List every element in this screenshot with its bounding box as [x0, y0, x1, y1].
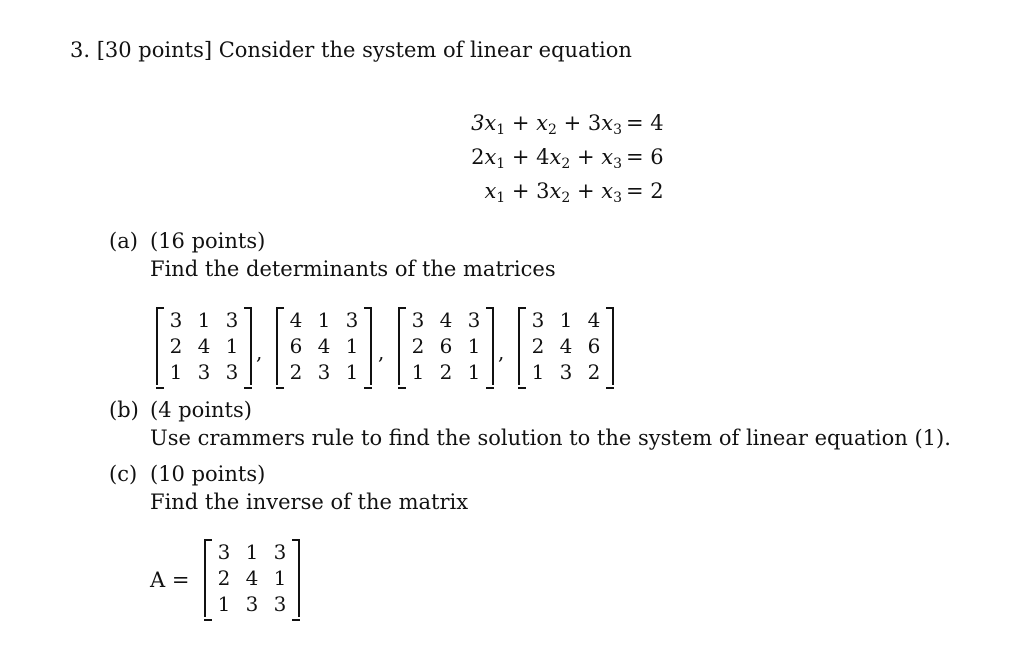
- matrix-cell: 4: [587, 308, 601, 332]
- matrix-cell: 3: [467, 308, 481, 332]
- part-c-label: (c): [109, 462, 138, 486]
- equation-row-3: [442, 179, 666, 206]
- matrix-cell: 1: [245, 540, 259, 564]
- matrix-cell: 4: [559, 334, 573, 358]
- matrix-cell: 2: [169, 334, 183, 358]
- matrix-cell: 3: [225, 360, 239, 384]
- equation-1-lhs: $3x_1 + x_2 + 3x_3$: [471, 111, 622, 138]
- part-a-label: (a): [109, 229, 138, 253]
- equation-1-rhs: = 4: [626, 111, 664, 135]
- matrix-cell: 2: [411, 334, 425, 358]
- equation-3-rhs: = 2: [626, 179, 664, 203]
- matrix-cell: 2: [217, 566, 231, 590]
- matrix-cell: 3: [217, 540, 231, 564]
- matrix-cell: 3: [273, 592, 287, 616]
- matrix-cell: 2: [587, 360, 601, 384]
- matrix-separator: ,: [256, 340, 263, 364]
- matrix-cell: 1: [411, 360, 425, 384]
- matrix-cell: 3: [345, 308, 359, 332]
- part-b-points: (4 points): [150, 398, 252, 422]
- matrix-cell: 1: [531, 360, 545, 384]
- matrix-3: [398, 307, 494, 385]
- matrix-cell: 3: [317, 360, 331, 384]
- matrix-cell: 3: [197, 360, 211, 384]
- matrix-cell: 4: [197, 334, 211, 358]
- matrix-1: [156, 307, 252, 385]
- matrix-cell: 3: [273, 540, 287, 564]
- matrix-cell: 1: [559, 308, 573, 332]
- matrix-cell: 4: [439, 308, 453, 332]
- matrix-a: [204, 539, 300, 617]
- equation-row-1: [442, 111, 666, 138]
- part-b-instruction: Use crammers rule to find the solution to the system of linear equation (1).: [150, 426, 951, 450]
- matrix-cell: 6: [439, 334, 453, 358]
- matrix-cell: 1: [467, 334, 481, 358]
- part-b-label: (b): [109, 398, 139, 422]
- equation-row-2: [442, 145, 666, 172]
- matrix-cell: 2: [531, 334, 545, 358]
- matrix-cell: 1: [317, 308, 331, 332]
- equation-3-lhs: $x_1 + 3x_2 + x_3$: [484, 179, 622, 206]
- matrix-cell: 1: [197, 308, 211, 332]
- matrix-cell: 3: [411, 308, 425, 332]
- matrix-cell: 1: [217, 592, 231, 616]
- matrix-cell: 3: [169, 308, 183, 332]
- matrix-cell: 4: [317, 334, 331, 358]
- matrix-2: [276, 307, 372, 385]
- problem-header: 3. [30 points] Consider the system of linear equation: [70, 38, 632, 62]
- matrix-cell: 1: [345, 360, 359, 384]
- matrix-cell: 2: [439, 360, 453, 384]
- matrix-cell: 6: [587, 334, 601, 358]
- part-c-points: (10 points): [150, 462, 266, 486]
- equation-2-lhs: $2x_1 + 4x_2 + x_3$: [471, 145, 622, 172]
- equation-2-rhs: = 6: [626, 145, 664, 169]
- matrix-cell: 4: [289, 308, 303, 332]
- matrix-a-label: A =: [150, 568, 190, 592]
- part-c-instruction: Find the inverse of the matrix: [150, 490, 469, 514]
- matrix-cell: 3: [559, 360, 573, 384]
- matrix-cell: 3: [245, 592, 259, 616]
- matrix-cell: 1: [169, 360, 183, 384]
- matrix-cell: 3: [531, 308, 545, 332]
- matrix-cell: 1: [273, 566, 287, 590]
- matrix-cell: 3: [225, 308, 239, 332]
- part-a-instruction: Find the determinants of the matrices: [150, 257, 556, 281]
- matrix-cell: 1: [225, 334, 239, 358]
- matrix-separator: ,: [498, 340, 505, 364]
- matrix-separator: ,: [378, 340, 385, 364]
- matrix-cell: 6: [289, 334, 303, 358]
- part-a-points: (16 points): [150, 229, 266, 253]
- matrix-4: [518, 307, 614, 385]
- matrix-cell: 1: [345, 334, 359, 358]
- matrix-cell: 2: [289, 360, 303, 384]
- matrix-cell: 4: [245, 566, 259, 590]
- matrix-cell: 1: [467, 360, 481, 384]
